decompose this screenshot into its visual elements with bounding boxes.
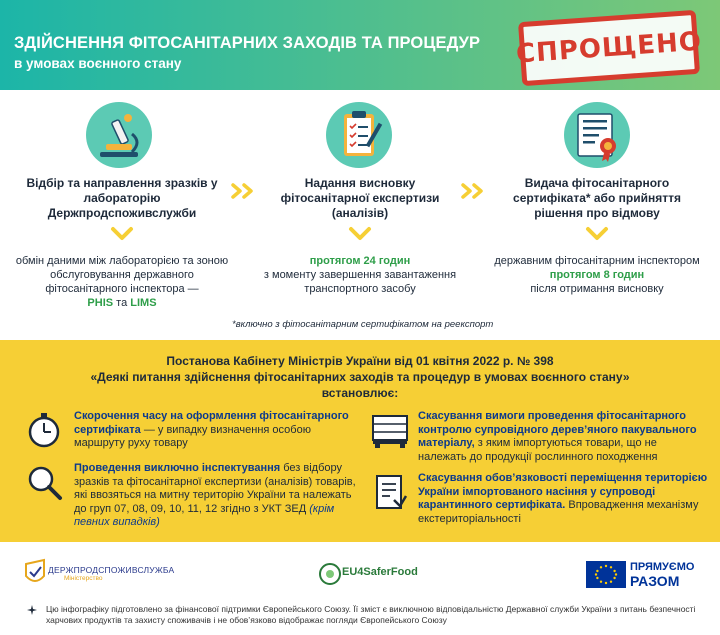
dpss-logo-subtext: Міністерство [64, 575, 103, 582]
page-title: ЗДІЙСНЕННЯ ФІТОСАНІТАРНИХ ЗАХОДІВ ТА ПРОЦЕДУР [14, 34, 481, 52]
eu-flag-icon [586, 561, 626, 588]
step-1-desc [12, 254, 232, 310]
measure-3-rest: з яким імпортуються товари, що не належать до продукції рослинного походження [418, 437, 658, 463]
chevron-down-icon [348, 226, 372, 242]
step-2-desc-rest: з моменту завершення завантаження транспортного засобу [263, 269, 457, 295]
measure-4-bold: Скасування обов’язковості переміщення територією України імпортованого насіння у супроводі карантинного сертифіката. [418, 472, 708, 511]
measure-2-italic: (крім певних випадків) [74, 502, 335, 528]
step-2-deadline: протягом 24 годин [309, 255, 411, 267]
dpss-logo-text: ДЕРЖПРОДСПОЖИВСЛУЖБА [48, 565, 175, 575]
info-bullet-icon [26, 604, 38, 616]
decree-establishes: встановлює: [321, 386, 399, 400]
step-2-title: Надання висновку фітосанітарної експертизи (аналізів) [280, 176, 440, 220]
magnifier-icon [24, 462, 64, 502]
certificate-icon [562, 100, 632, 170]
measure-3-bold: Скасування вимоги проведення фітосанітарного контролю супровідного дерев’яного пакувального матеріалу, [418, 410, 697, 449]
step-3-deadline: протягом 8 годин [549, 269, 645, 281]
step-3-desc [487, 254, 707, 296]
microscope-icon [84, 100, 154, 170]
eu4saferfood-text: EU4SaferFood [342, 566, 418, 578]
measure-1 [74, 410, 354, 451]
step-3-title: Видача фітосанітарного сертифіката* або прийняття рішення про відмову [513, 176, 681, 220]
footnote: *включно з фітосанітарним сертифікатом на реекспорт [232, 319, 494, 330]
stamp-label: СПРОЩЕНО [515, 26, 703, 70]
step-2-desc [250, 254, 470, 296]
double-chevron-right-icon [460, 183, 494, 199]
step-1-lims: LIMS [130, 297, 157, 309]
eu-slogan-line1: ПРЯМУЄМО [630, 561, 695, 573]
measure-2-bold: Проведення виключно інспектування [74, 462, 281, 474]
measure-3 [418, 410, 708, 464]
stamp-badge [515, 10, 703, 86]
step-1-desc-mid: та [116, 297, 128, 309]
double-chevron-right-icon [230, 183, 264, 199]
measure-1-bold: Скорочення часу на оформлення фітосанітарного сертифіката [74, 410, 349, 436]
measure-1-rest: — у випадку визначення особою маршруту руху товару [74, 423, 311, 449]
stopwatch-icon [24, 410, 64, 450]
chevron-down-icon [585, 226, 609, 242]
measure-2 [74, 462, 364, 530]
measure-2-rest: без відбору зразків та фітосанітарної експертизи (аналізів) товарів, які ввозяться на митну територію України та належать до груп 07, 08, 09, 10, 11, 12 згідно з УКТ ЗЕД [74, 462, 356, 515]
measure-4-rest: Впровадження механізму екстериторіальності [418, 499, 699, 525]
page-subtitle: в умовах воєнного стану [14, 56, 182, 71]
decree-title: Постанова Кабінету Міністрів України від 01 квітня 2022 р. № 398 [166, 354, 554, 368]
document-icon [370, 472, 410, 512]
step-1-phis: PHIS [87, 297, 114, 309]
step-1-title: Відбір та направлення зразків у лабораторію Держпродспоживслужби [26, 176, 218, 220]
clipboard-icon [324, 100, 394, 170]
pallet-icon [370, 410, 410, 450]
step-3-desc-prefix: державним фітосанітарним інспектором [494, 255, 700, 267]
decree-name: «Деякі питання здійснення фітосанітарних заходів та процедур в умовах воєнного стану» [90, 370, 630, 384]
eu-slogan-line2: РАЗОМ [630, 573, 680, 589]
step-1-desc-prefix: обмін даними між лабораторією та зоною обслуговування державного фітосанітарного інспектора — [15, 255, 229, 295]
step-3-desc-rest: після отримання висновку [530, 283, 664, 295]
disclaimer: Цю інфографіку підготовлено за фінансової підтримки Європейського Союзу. Її зміст є виключною відповідальністю Державної служби України з питань безпечності харчових продуктів та захисту споживачів і не обов’язково відображає погляди Європейського Союзу [46, 604, 696, 625]
measure-4 [418, 472, 708, 526]
chevron-down-icon [110, 226, 134, 242]
